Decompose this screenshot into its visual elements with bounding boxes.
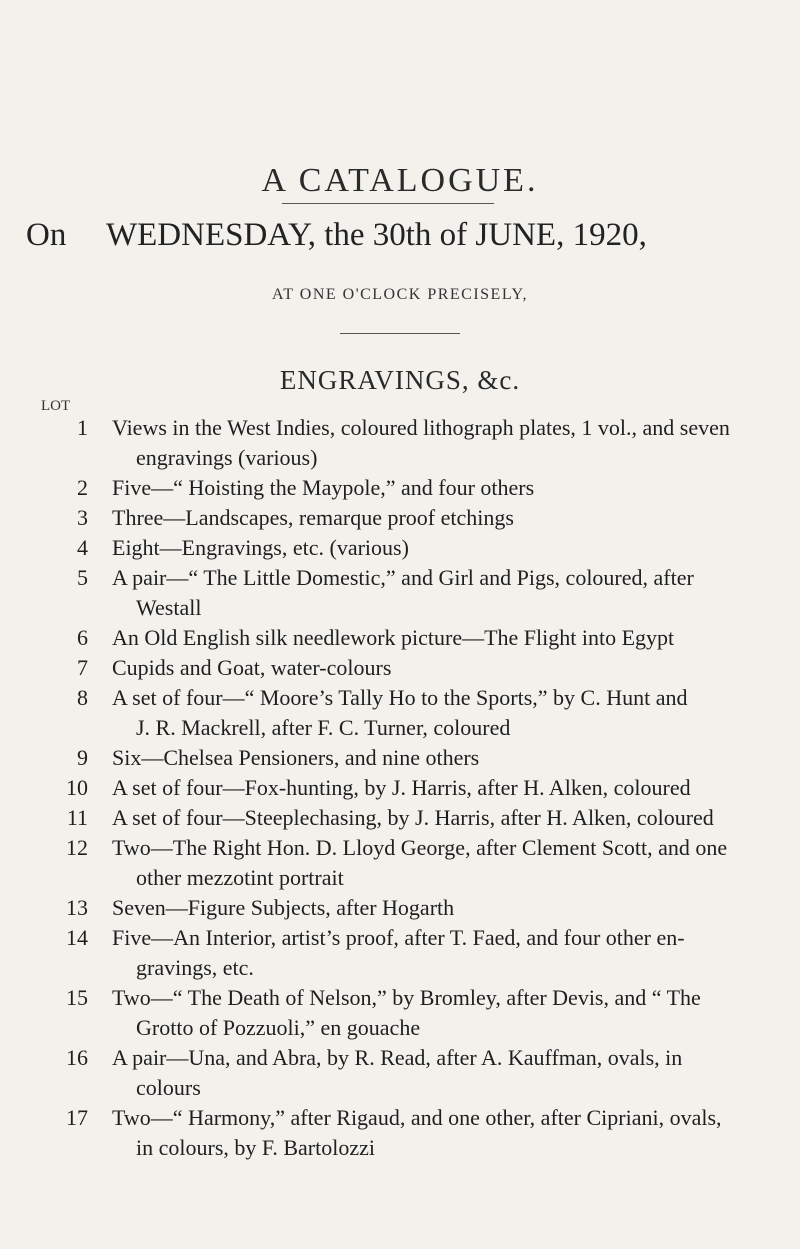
lot-entry: [0, 563, 800, 623]
lot-number: 16: [66, 1045, 88, 1070]
lot-number: 14: [66, 925, 88, 950]
lot-description: Cupids and Goat, water-colours: [112, 655, 392, 680]
lot-description: Two—The Right Hon. D. Lloyd George, after Clement Scott, and one: [112, 835, 728, 860]
sale-time: AT ONE O'CLOCK PRECISELY,: [272, 286, 528, 303]
lot-number: 17: [66, 1105, 88, 1130]
lot-entry: [0, 1043, 800, 1103]
lot-description: An Old English silk needlework picture—The Flight into Egypt: [112, 625, 675, 650]
catalogue-title: A CATALOGUE.: [261, 162, 539, 199]
lot-entry: [0, 503, 800, 533]
sale-date: WEDNESDAY, the 30th of JUNE, 1920,: [106, 217, 647, 253]
lot-number: 8: [77, 685, 88, 710]
lot-entry: [0, 773, 800, 803]
time-rule: [340, 333, 460, 334]
lot-number: 13: [66, 895, 88, 920]
sale-date-line: [26, 217, 800, 254]
lot-description: Three—Landscapes, remarque proof etchings: [112, 505, 514, 530]
section-title: ENGRAVINGS, &c.: [279, 365, 521, 395]
lot-entry: [0, 983, 800, 1043]
lot-entry: [0, 413, 800, 473]
lot-number: 7: [77, 655, 88, 680]
lot-description: Five—“ Hoisting the Maypole,” and four others: [112, 475, 535, 500]
lot-number: 6: [77, 625, 88, 650]
lot-number: 5: [77, 565, 88, 590]
lot-entry: [0, 923, 800, 983]
lot-description: Two—“ The Death of Nelson,” by Bromley, after Devis, and “ The: [112, 985, 701, 1010]
lot-description: A set of four—“ Moore’s Tally Ho to the Sports,” by C. Hunt and: [112, 685, 688, 710]
lot-description-continued: Grotto of Pozzuoli,” en gouache: [136, 1015, 421, 1040]
lot-entry: [0, 743, 800, 773]
lot-description: A pair—Una, and Abra, by R. Read, after A. Kauffman, ovals, in: [112, 1045, 683, 1070]
lot-number: 11: [66, 805, 88, 830]
lot-description-continued: engravings (various): [136, 445, 318, 470]
lot-entry: [0, 653, 800, 683]
lot-entry: [0, 803, 800, 833]
lot-description: Five—An Interior, artist’s proof, after T. Faed, and four other en-: [112, 925, 685, 950]
lot-number: 9: [77, 745, 88, 770]
lot-number: 12: [66, 835, 88, 860]
lot-description: A set of four—Steeplechasing, by J. Harris, after H. Alken, coloured: [112, 805, 714, 830]
lot-number: 2: [77, 475, 88, 500]
lot-number: 1: [77, 415, 88, 440]
lot-column-label: LOT: [41, 398, 71, 414]
lot-entry: [0, 893, 800, 923]
title-rule: [282, 203, 494, 204]
lot-entry: [0, 833, 800, 893]
lot-description: Seven—Figure Subjects, after Hogarth: [112, 895, 455, 920]
lot-entry: [0, 623, 800, 653]
lot-list: [0, 413, 800, 1163]
lot-number: 3: [77, 505, 88, 530]
lot-description-continued: other mezzotint portrait: [136, 865, 344, 890]
lot-description-continued: Westall: [136, 595, 202, 620]
lot-number: 4: [77, 535, 88, 560]
lot-number: 15: [66, 985, 88, 1010]
lot-entry: [0, 473, 800, 503]
lot-entry: [0, 683, 800, 743]
lot-description: Eight—Engravings, etc. (various): [112, 535, 409, 560]
lot-description: Six—Chelsea Pensioners, and nine others: [112, 745, 480, 770]
lot-number: 10: [66, 775, 88, 800]
lot-entry: [0, 533, 800, 563]
lot-description: Views in the West Indies, coloured lithograph plates, 1 vol., and seven: [112, 415, 730, 440]
lot-description-continued: in colours, by F. Bartolozzi: [136, 1135, 375, 1160]
lot-description-continued: J. R. Mackrell, after F. C. Turner, coloured: [136, 715, 511, 740]
lot-description: Two—“ Harmony,” after Rigaud, and one other, after Cipriani, ovals,: [112, 1105, 722, 1130]
on-word: On: [26, 217, 67, 253]
lot-description: A set of four—Fox-hunting, by J. Harris, after H. Alken, coloured: [112, 775, 691, 800]
lot-description-continued: gravings, etc.: [136, 955, 254, 980]
lot-description: A pair—“ The Little Domestic,” and Girl and Pigs, coloured, after: [112, 565, 694, 590]
lot-description-continued: colours: [136, 1075, 201, 1100]
lot-entry: [0, 1103, 800, 1163]
